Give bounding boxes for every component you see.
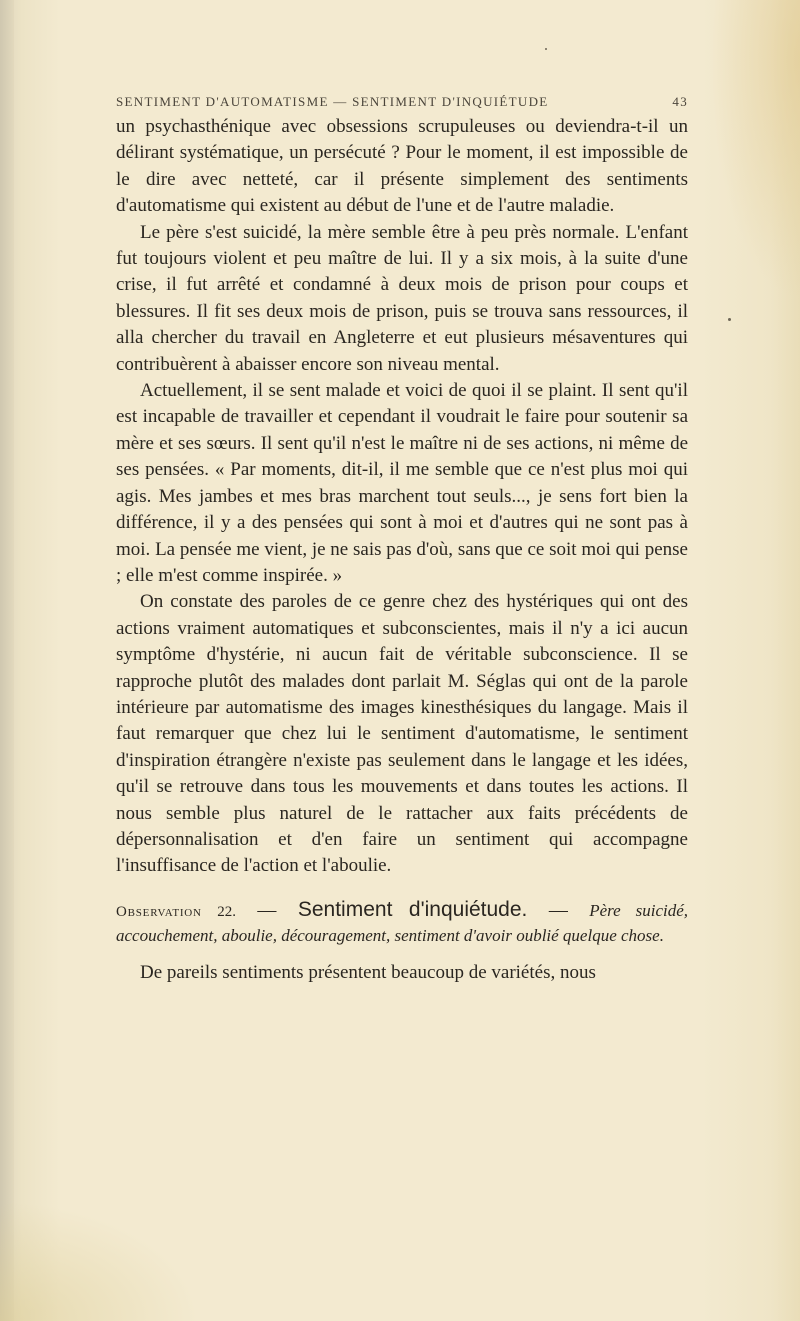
observation-number: 22. [217, 903, 236, 920]
observation-label: Observation [116, 903, 202, 920]
paper-stain-bottom [0, 1201, 200, 1321]
paper-speck [545, 48, 547, 50]
observation-heading [116, 898, 688, 948]
body-text [116, 114, 688, 986]
paper-speck [728, 318, 731, 321]
observation-subtitle: Père suicidé, accouchement, aboulie, découragement, sentiment d'avoir oublié quelque chose. [116, 900, 689, 945]
paragraph-4: On constate des paroles de ce genre chez des hystériques qui ont des actions vraiment automatiques et subconscientes, mais il n'y a ici aucun symptôme d'hystérie, ni aucun fait de véritable subconscience. Il se rapproche plutôt des malades dont parlait M. Séglas qui ont de la parole intérieure par automatisme des images kinesthésiques du langage. Mais il faut remarquer que chez lui le sentiment d'automatisme, le sentiment d'inspiration étrangère n'existe pas seulement dans le langage et les idées, qu'il se retrouve dans tous les mouvements et dans toutes les actions. Il nous semble plus naturel de le rattacher aux faits précédents de dépersonnalisation et d'en faire un sentiment qui accompagne l'insuffisance de l'action et l'aboulie. [116, 591, 688, 877]
paragraph-5: De pareils sentiments présentent beaucoup de variétés, nous [140, 961, 596, 983]
paragraph-1: un psychasthénique avec obsessions scrupuleuses ou deviendra-t-il un délirant systématique, un persécuté ? Pour le moment, il est impossible de le dire avec netteté, car il présente simplement des sentiments d'automatisme qui existent au début de l'une et de l'autre maladie. [116, 116, 688, 217]
page-number: 43 [672, 94, 688, 109]
paragraph-3: Actuellement, il se sent malade et voici de quoi il se plaint. Il sent qu'il est incapable de travailler et cependant il voudrait le faire pour soutenir sa mère et ses sœurs. Il sent qu'il n'est le maître ni de ses actions, ni même de ses pensées. « Par moments, dit-il, il me semble que ce n'est plus moi qui agis. Mes jambes et mes bras marchent tout seuls..., je sens fort bien la différence, il y a des pensées qui sont à moi et d'autres qui ne sont pas à moi. La pensée me vient, je ne sais pas d'où, sans que ce soit moi qui pense ; elle m'est comme inspirée. » [116, 380, 688, 586]
observation-dash-2: — [548, 899, 568, 921]
observation-dash: — [257, 899, 277, 921]
page-binding-edge [0, 0, 14, 1321]
observation-title: Sentiment d'inquiétude. [297, 897, 528, 921]
paragraph-2: Le père s'est suicidé, la mère semble être à peu près normale. L'enfant fut toujours violent et peu maître de lui. Il y a six mois, à la suite d'une crise, il fut arrêté et condamné à deux mois de prison pour coups et blessures. Il fit ses deux mois de prison, puis se trouva sans ressources, il alla chercher du travail en Angleterre et eut plusieurs mésaventures qui contribuèrent à abaisser encore son niveau mental. [116, 221, 688, 375]
paper-stain [710, 0, 800, 300]
running-head-title: SENTIMENT D'AUTOMATISME — SENTIMENT D'INQUIÉTUDE [116, 94, 549, 109]
running-head [116, 94, 688, 116]
